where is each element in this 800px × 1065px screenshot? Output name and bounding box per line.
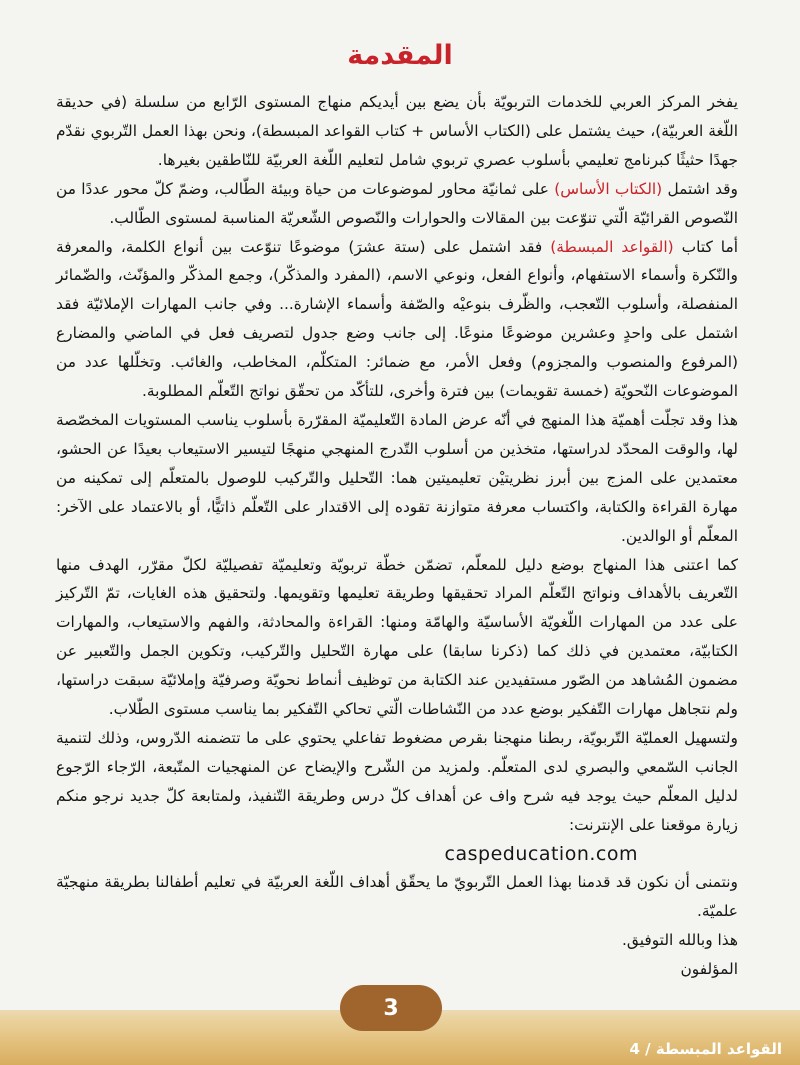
paragraph-cd: ولتسهيل العمليّة التّربويّة، ربطنا منهجنا بقرص مضغوط تفاعلي يحتوي على ما تتضمنه الدّروس، وذلك لتنمية الجانب السّمعي والبصري لدى المتعلّم. ولمزيد من الشّرح والإيضاح عن المنهجيات المتّبعة، الرّجاء الرّجوع لدليل المعلّم حيث يوجد فيه شرح واف عن أهداف كلّ درس وطريقة التّنفيذ، ولمتابعة كلّ جديد نرجو منكم زيارة موقعنا على الإنترنت: [56,728,738,834]
paragraph-wish: ونتمنى أن نكون قد قدمنا بهذا العمل التّربويّ ما يحقّق أهداف اللّغة العربيّة في تعليم أطفالنا بطريقة منهجيّة علميّة. [56,873,738,921]
highlight-main-book-title: (الكتاب الأساس) [554,179,663,198]
page-title: المقدمة [347,40,453,71]
paragraph-grammar-book [56,233,738,406]
paragraph-text: أما كتاب [673,237,738,256]
page-number-badge: 3 [340,985,442,1031]
book-label: القواعد المبسطة / 4 [629,1040,782,1058]
paragraph-text: وقد اشتمل [662,179,738,198]
website-link[interactable]: caspeducation.com [444,842,638,865]
paragraph-main-book [56,175,738,233]
paragraph-text: على ثمانيّة محاور لموضوعات من حياة وبيئة الطّالب، وضمّ كلّ محور عددًا من النّصوص القرائيّة الّتي تنوّعت بين المقالات والحوارات والنّصوص الشّعريّة المناسبة لمستوى الطّالب. [56,179,738,227]
signature: المؤلفون [680,960,738,979]
closing-line: هذا وبالله التوفيق. [622,931,738,950]
paragraph-text: فقد اشتمل على (ستة عشرَ) موضوعًا تنوّعت بين أنواع الكلمة، والمعرفة والنّكرة وأسماء الاستفهام، وأنواع الفعل، ونوعي الاسم، (المفرد والمذكّر)، وجمع المذكّر والمؤنّث، والضّمائر المنفصلة، وأسلوب التّعجب، والظّرف بنوعيْه والصّفة وأسماء الإشارة... وفي جانب المهارات الإملائيّة فقد اشتمل على واحدٍ وعشرين موضوعًا منوعًا. إلى جانب وضع جدول لتصريف فعل في الماضي والمضارع (المرفوع والمنصوب والمجزوم) وفعل الأمر، مع ضمائر: المتكلّم، المخاطب، والغائب. وتخلّلها عدد من الموضوعات النّحويّة (خمسة تقويمات) بين فترة وأخرى، للتأكّد من تحقّق نواتج التّعلّم المطلوبة. [56,237,738,401]
paragraph-importance: هذا وقد تجلّت أهميّة هذا المنهج في أنّه عرض المادة التّعليميّة المقرّرة بأسلوب يناسب المستويات المخصّصة لها، والوقت المحدّد لدراستها، متخذين من أسلوب التّدرج المنهجي منهجًا لتيسير الاستيعاب بعيدًا عن الحشو، معتمدين على المزج بين أبرز نظريتيْن تعليميتين هما: التّحليل والتّركيب للوصول بالمتعلّم إلى تمكينه من مهارة القراءة والكتابة، واكتساب معرفة متوازنة تقوده إلى الاقتدار على التّعلّم ذاتيًّا، أو بالاعتماد على الآخر: المعلّم أو الوالدين. [56,410,738,545]
highlight-grammar-book-title: (القواعد المبسطة) [550,237,674,256]
website-line [56,840,738,869]
paragraph-teacher-guide: كما اعتنى هذا المنهاج بوضع دليل للمعلّم، تضمّن خطّة تربويّة وتعليميّة تفصيليّة لكلّ مقرّر، الهدف منها التّعريف بالأهداف ونواتج التّعلّم المراد تحقيقها وطريقة تعليمها وتقويمها. ولتحقيق هذه الغايات، تمّ التّركيز على عدد من المهارات اللّغويّة الأساسيّة والهامّة ومنها: القراءة والمحادثة، والفهم والاستيعاب، والمهارات الكتابيّة، معتمدين في ذلك كما (ذكرنا سابقا) على مهارة التّحليل والتّركيب، وتكوين الجمل والتّعبير عن مضمون المُشاهد من الصّور مستفيدين عند الكتابة من توظيف أنماط نحويّة وصرفيّة وإملائيّة سبقت دراستها، ولم نتجاهل مهارات التّفكير بوضع عدد من النّشاطات الّتي تحاكي التّفكير بما يناسب مستوى الطّلاب. [56,555,738,719]
paragraph-intro: يفخر المركز العربي للخدمات التربويّة بأن يضع بين أيديكم منهاج المستوى الرّابع من سلسلة (في حديقة اللّغة العربيّة)، حيث يشتمل على (الكتاب الأساس + كتاب القواعد المبسطة)، ونحن بهذا العمل التّربوي نقدّم جهدًا حثيثًا كبرنامج تعليمي بأسلوب عصري تربوي شامل لتعليم اللّغة العربيّة للنّاطقين بغيرها. [56,93,738,169]
document-body [56,88,738,984]
